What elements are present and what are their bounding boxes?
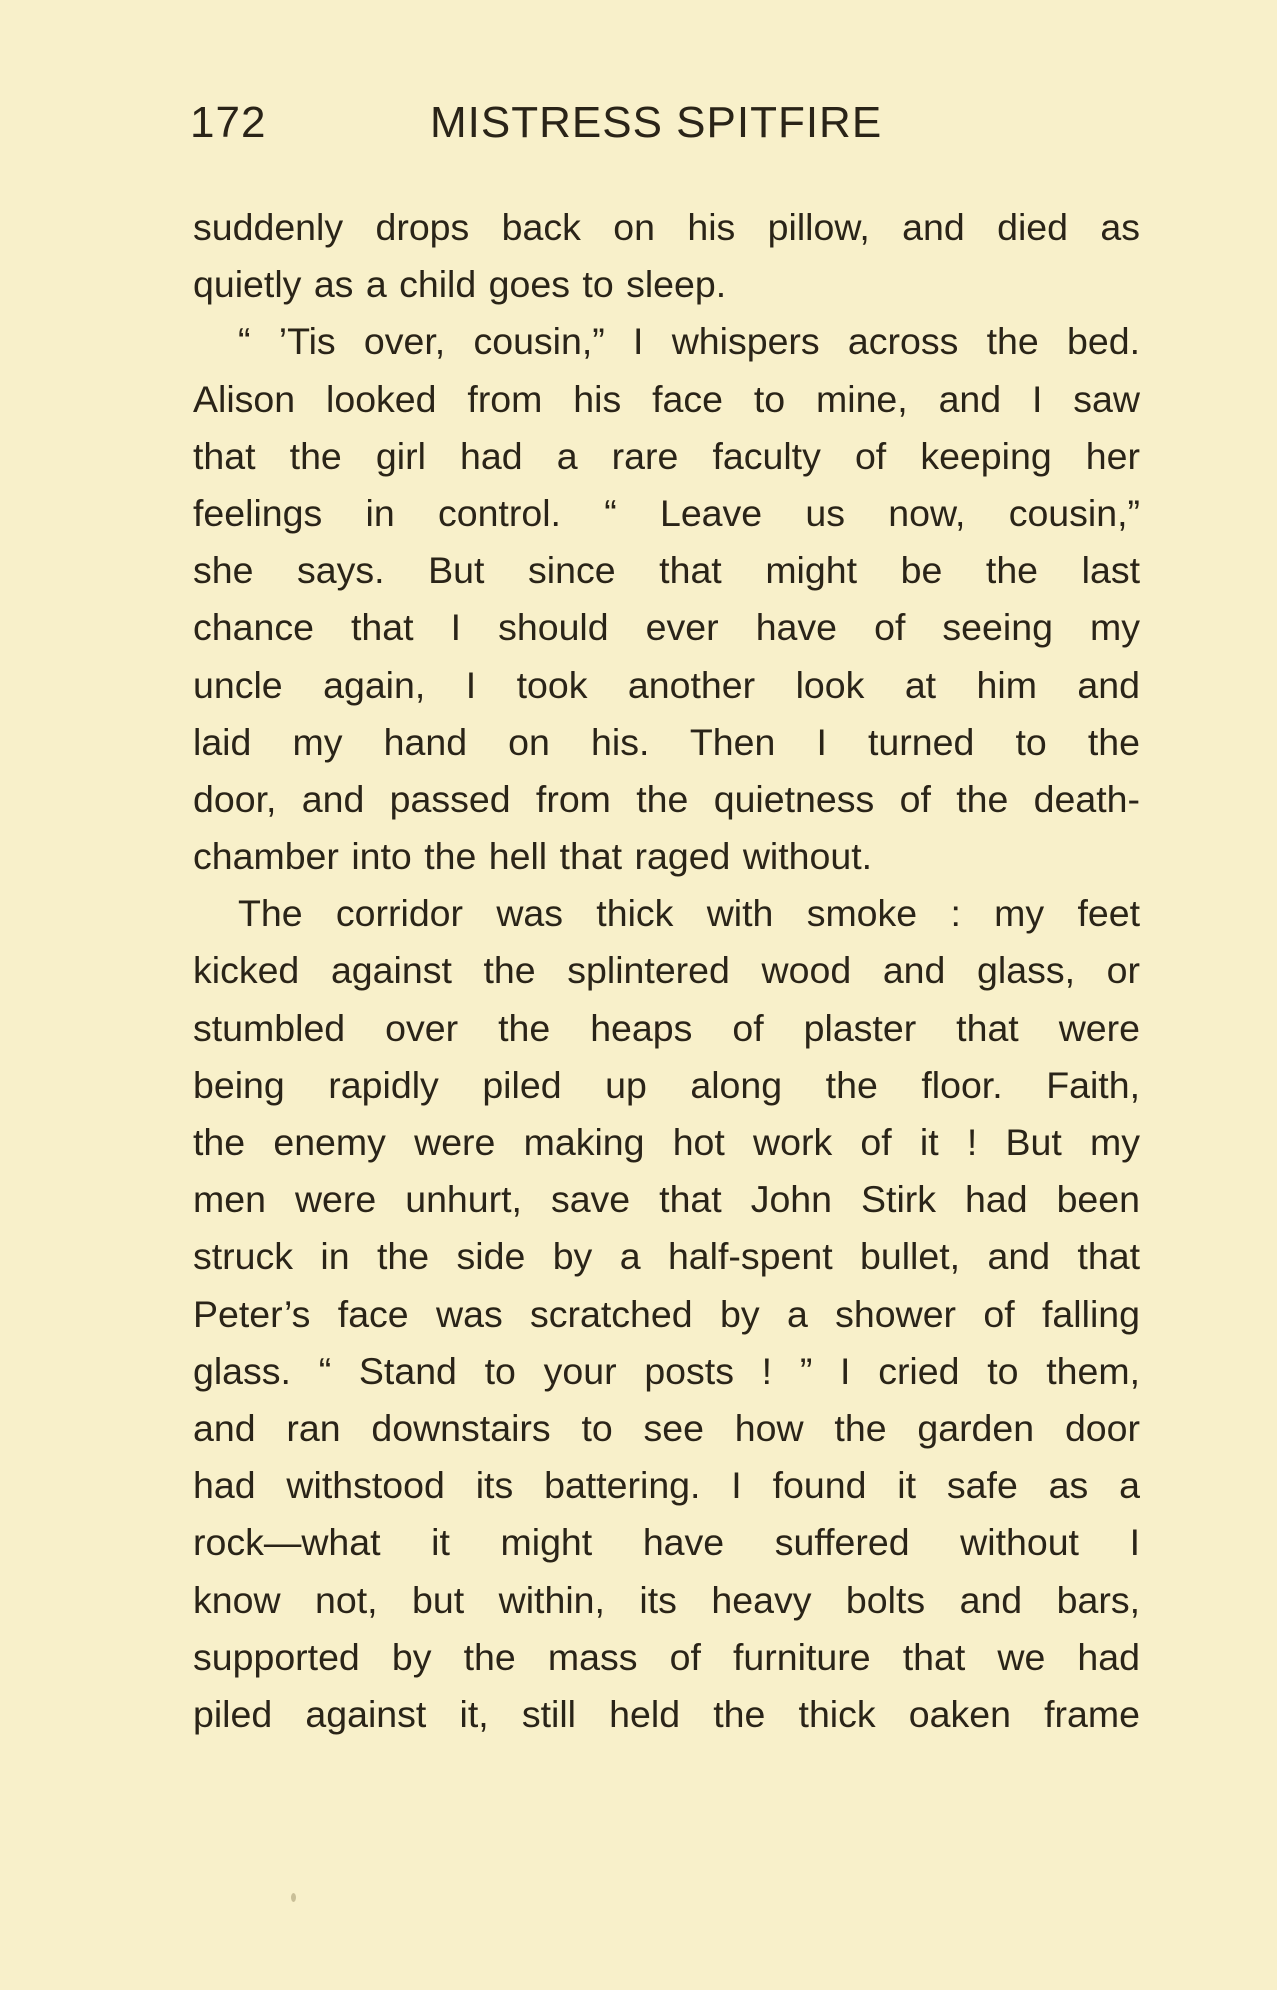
text-line: glass. “ Stand to your posts ! ” I cried to them, bbox=[193, 1349, 1140, 1392]
text-line: that the girl had a rare faculty of keeping her bbox=[193, 434, 1140, 477]
text-line: rock—what it might have suffered without I bbox=[193, 1521, 1140, 1564]
text-line: the enemy were making hot work of it ! But my bbox=[193, 1121, 1140, 1163]
text-line: struck in the side by a half-spent bullet, and that bbox=[193, 1235, 1140, 1278]
running-head bbox=[190, 98, 1135, 158]
text-line: know not, but within, its heavy bolts and bars, bbox=[193, 1578, 1140, 1621]
text-line: supported by the mass of furniture that we had bbox=[193, 1635, 1140, 1678]
text-line: feelings in control. “ Leave us now, cousin,” bbox=[193, 491, 1140, 534]
text-line: The corridor was thick with smoke : my feet bbox=[238, 892, 1140, 935]
text-line: she says. But since that might be the last bbox=[193, 549, 1140, 592]
text-line: “ ’Tis over, cousin,” I whispers across the bed. bbox=[238, 320, 1140, 363]
running-title: MISTRESS SPITFIRE bbox=[430, 98, 883, 147]
text-line: stumbled over the heaps of plaster that were bbox=[193, 1006, 1140, 1049]
text-line: suddenly drops back on his pillow, and died as bbox=[193, 206, 1140, 248]
text-line: chamber into the hell that raged without. bbox=[193, 835, 873, 878]
text-line: men were unhurt, save that John Stirk had been bbox=[193, 1178, 1140, 1221]
text-line: quietly as a child goes to sleep. bbox=[193, 263, 727, 306]
body-text bbox=[193, 199, 1140, 1743]
text-line: piled against it, still held the thick oaken frame bbox=[193, 1692, 1140, 1735]
text-line: and ran downstairs to see how the garden door bbox=[193, 1406, 1140, 1449]
text-line: uncle again, I took another look at him and bbox=[193, 663, 1140, 706]
text-line: chance that I should ever have of seeing my bbox=[193, 606, 1140, 649]
text-line: door, and passed from the quietness of the death- bbox=[193, 777, 1140, 820]
text-line: laid my hand on his. Then I turned to the bbox=[193, 720, 1140, 763]
page-number: 172 bbox=[190, 98, 267, 147]
text-line: Alison looked from his face to mine, and I saw bbox=[193, 377, 1140, 420]
paper-speck bbox=[291, 1893, 296, 1902]
text-line: being rapidly piled up along the floor. Faith, bbox=[193, 1063, 1140, 1106]
text-line: had withstood its battering. I found it safe as a bbox=[193, 1464, 1140, 1507]
text-line: kicked against the splintered wood and glass, or bbox=[193, 949, 1140, 992]
text-line: Peter’s face was scratched by a shower of falling bbox=[193, 1292, 1140, 1335]
